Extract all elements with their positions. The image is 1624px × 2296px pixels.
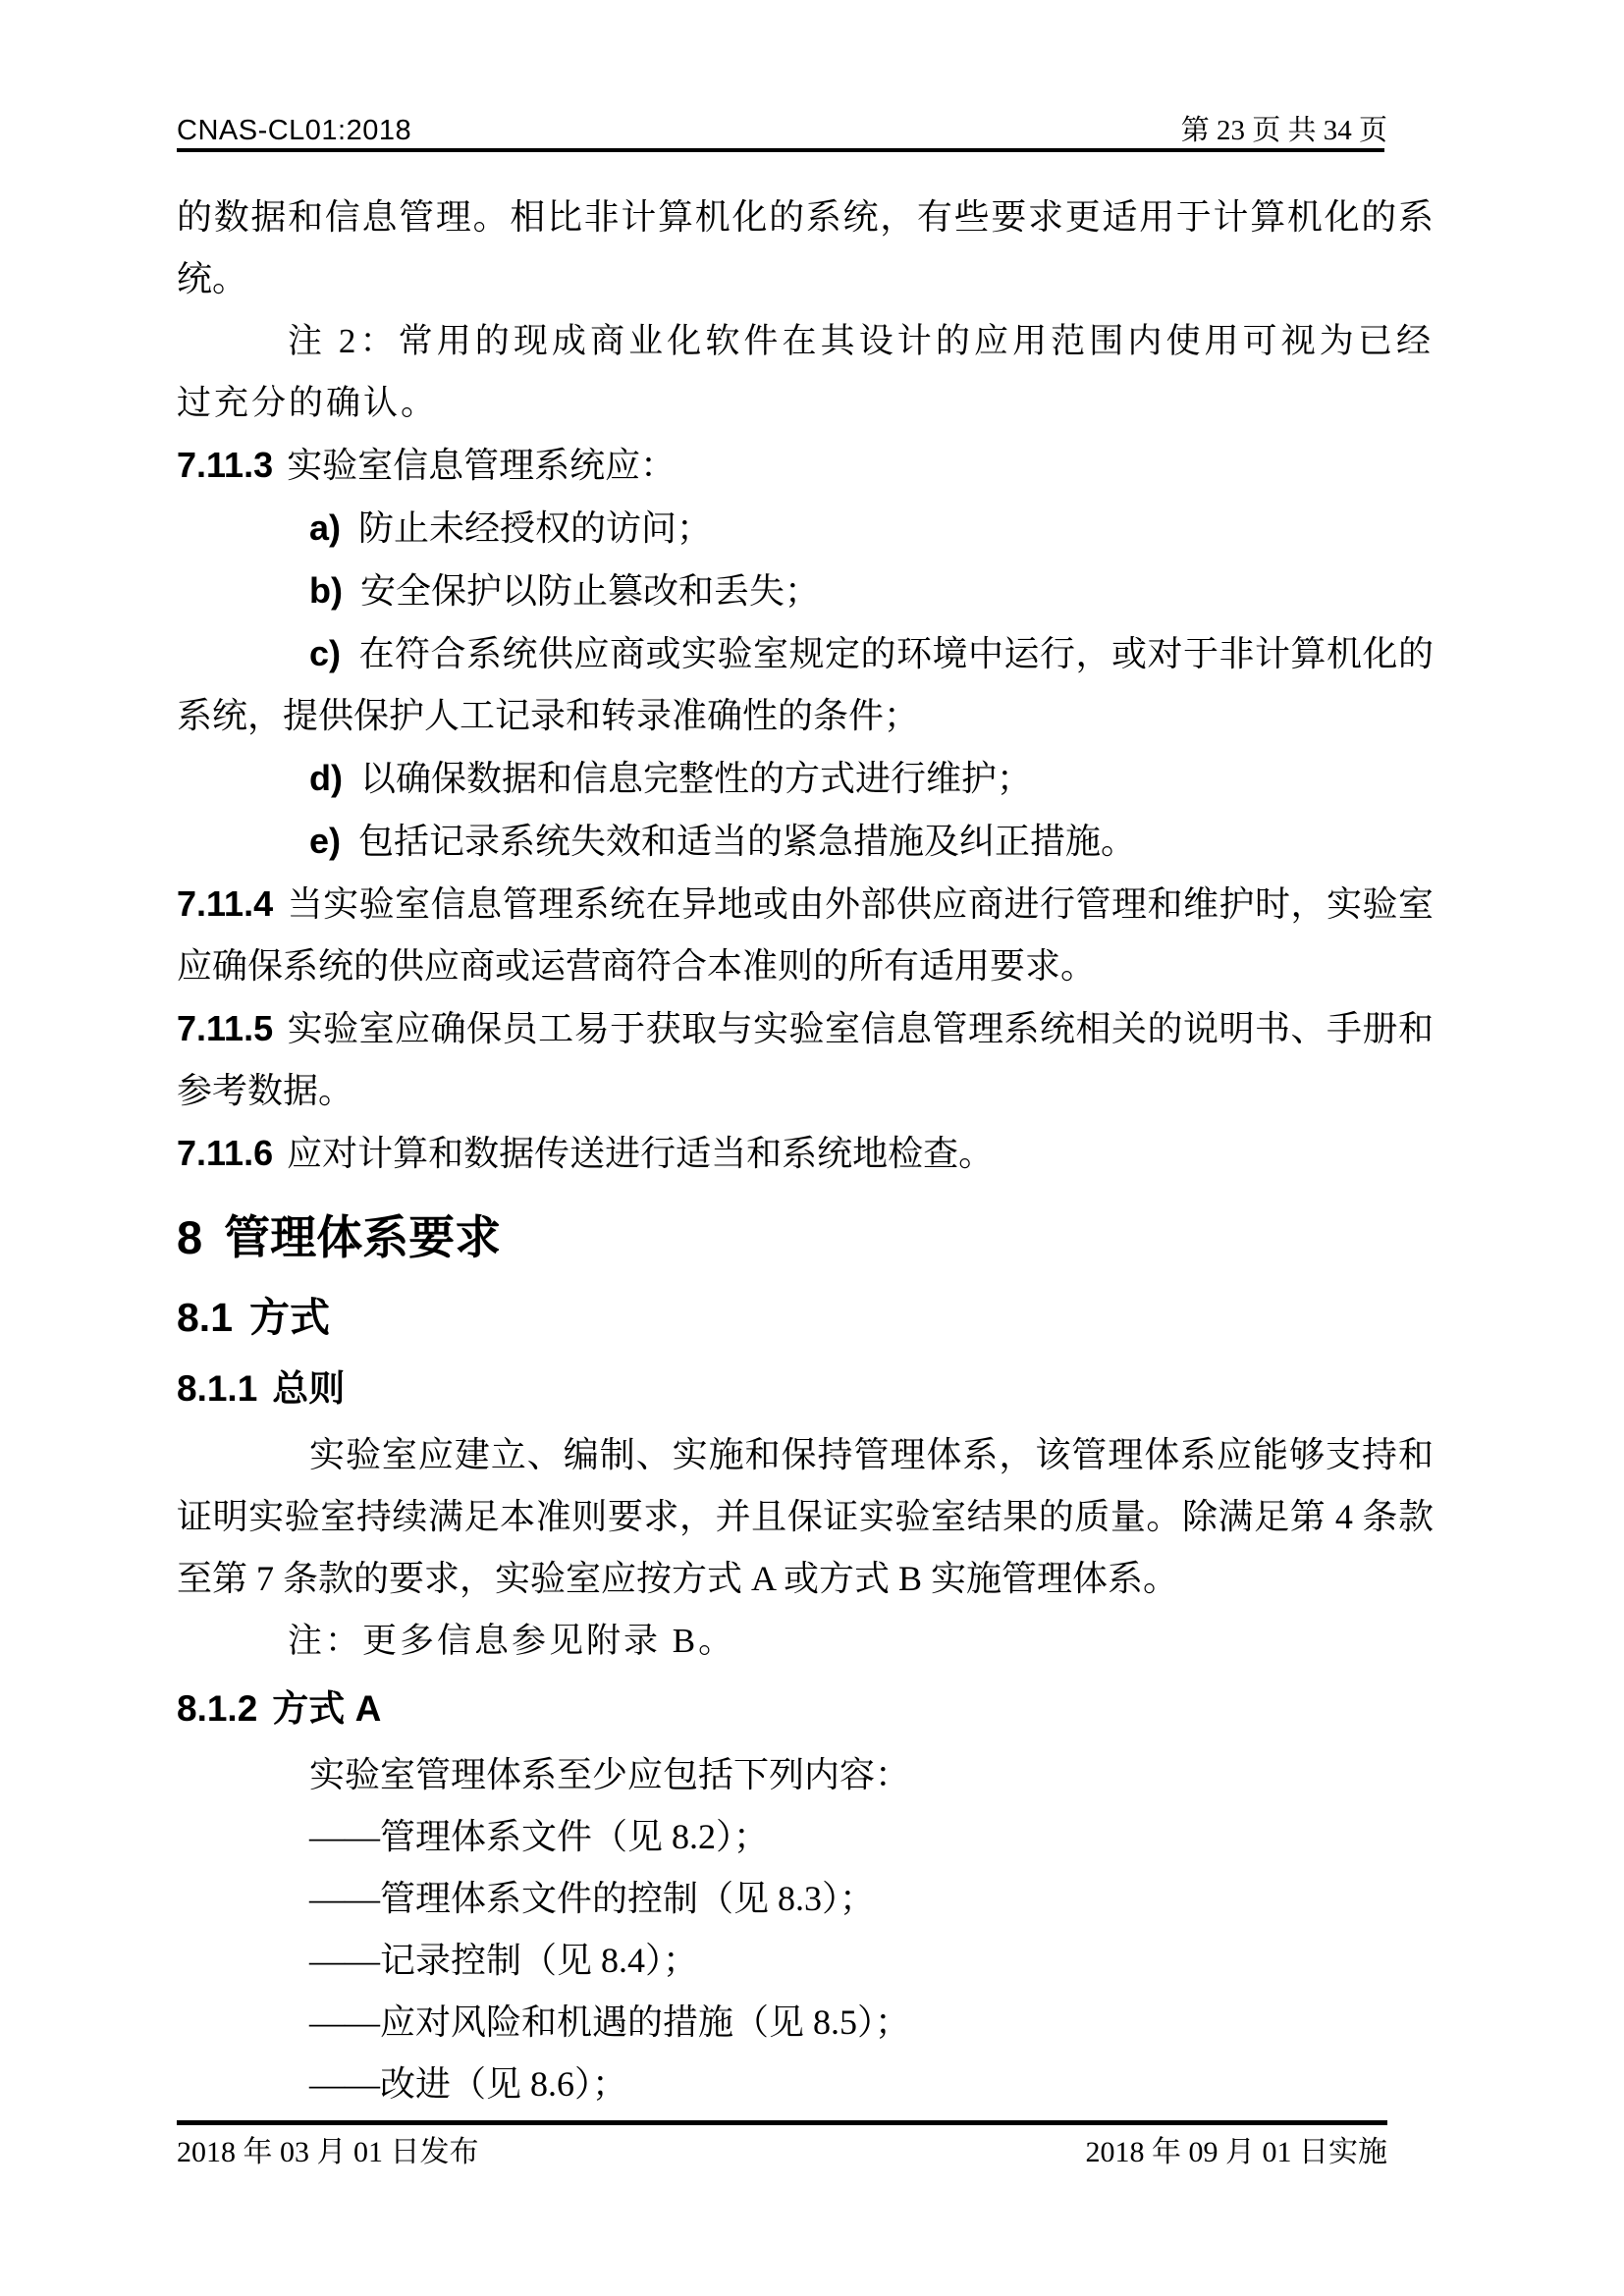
text-run: 管理体系要求	[224, 1211, 502, 1263]
text-run: 的数据和信息管理。相比非计算机化的系统，有些要求更适用于计算机化的系统。	[177, 197, 1434, 298]
text-run: 方式 A	[272, 1688, 382, 1729]
section-heading	[177, 1201, 1434, 1275]
note-paragraph	[177, 1610, 1434, 1672]
text-run: 在符合系统供应商或实验室规定的环境中运行，或对于非计算机化的系统，提供保护人工记录和转录准确性的条件；	[177, 634, 1434, 735]
page-header	[177, 108, 1387, 148]
note-paragraph	[177, 310, 1434, 434]
document-body	[177, 187, 1434, 2115]
dash-list-item	[177, 1806, 1434, 1868]
clause-number: 7.11.6	[177, 1133, 274, 1173]
list-item	[177, 622, 1434, 747]
implement-date: 2018 年 09 月 01 日实施	[1085, 2136, 1387, 2168]
text-run: 注 2：常用的现成商业化软件在其设计的应用范围内使用可视为已经过充分的确认。	[177, 322, 1434, 422]
body-paragraph	[177, 187, 1434, 310]
clause-number: d)	[309, 758, 343, 798]
clause-paragraph	[177, 1122, 1434, 1185]
clause-number: a)	[309, 507, 342, 548]
list-item	[177, 560, 1434, 622]
publish-date: 2018 年 03 月 01 日发布	[177, 2136, 479, 2168]
page-number: 第 23 页 共 34 页	[1180, 115, 1387, 146]
header-rule	[177, 148, 1384, 152]
page-footer	[177, 2132, 1387, 2173]
list-item	[177, 810, 1434, 873]
dash-list-item	[177, 1930, 1434, 1992]
dash-list-item	[177, 1868, 1434, 1930]
clause-number: 8.1.2	[177, 1688, 258, 1729]
list-item	[177, 497, 1434, 560]
doc-code: CNAS-CL01:2018	[177, 115, 412, 146]
clause-number: 7.11.3	[177, 445, 274, 485]
clause-number: e)	[309, 821, 342, 861]
dash-list-item	[177, 2054, 1434, 2115]
text-run: ——管理体系文件（见 8.2）；	[309, 1817, 770, 1856]
text-run: 总则	[272, 1368, 346, 1409]
clause-paragraph	[177, 434, 1434, 497]
body-paragraph	[177, 1424, 1434, 1610]
text-run: 以确保数据和信息完整性的方式进行维护；	[359, 759, 1032, 798]
text-run: ——管理体系文件的控制（见 8.3）；	[309, 1879, 876, 1918]
text-run: 实验室信息管理系统应：	[287, 446, 677, 485]
text-run: 实验室应确保员工易于获取与实验室信息管理系统相关的说明书、手册和参考数据。	[177, 1009, 1434, 1110]
subsubsection-heading	[177, 1678, 1434, 1740]
text-run: 当实验室信息管理系统在异地或由外部供应商进行管理和维护时，实验室应确保系统的供应商或运营商符合本准则的所有适用要求。	[177, 884, 1434, 986]
text-run: 包括记录系统失效和适当的紧急措施及纠正措施。	[358, 822, 1137, 861]
footer-rule	[177, 2120, 1387, 2125]
text-run: ——记录控制（见 8.4）；	[309, 1941, 699, 1980]
text-run: 方式	[249, 1295, 330, 1340]
clause-number: 8.1	[177, 1295, 233, 1340]
text-run: 应对计算和数据传送进行适当和系统地检查。	[287, 1134, 995, 1173]
text-run: 注：更多信息参见附录 B。	[288, 1622, 736, 1660]
clause-paragraph	[177, 997, 1434, 1122]
text-run: 实验室管理体系至少应包括下列内容：	[309, 1755, 911, 1794]
subsubsection-heading	[177, 1358, 1434, 1420]
text-run: 防止未经授权的访问；	[358, 508, 713, 548]
clause-number: b)	[309, 570, 343, 611]
text-run: ——改进（见 8.6）；	[309, 2064, 628, 2104]
text-run: 安全保护以防止篡改和丢失；	[359, 571, 820, 611]
list-item	[177, 747, 1434, 810]
clause-number: c)	[309, 633, 342, 673]
clause-number: 7.11.4	[177, 883, 274, 924]
subsection-heading	[177, 1283, 1434, 1352]
clause-paragraph	[177, 873, 1434, 997]
clause-number: 7.11.5	[177, 1008, 274, 1048]
text-run: 实验室应建立、编制、实施和保持管理体系，该管理体系应能够支持和证明实验室持续满足本准则要求，并且保证实验室结果的质量。除满足第 4 条款至第 7 条款的要求，实验室应按方式 A 或方式 B 实施管理体系。	[177, 1435, 1434, 1598]
dash-list-item	[177, 1992, 1434, 2054]
clause-number: 8	[177, 1211, 203, 1263]
text-run: ——应对风险和机遇的措施（见 8.5）；	[309, 2002, 911, 2042]
clause-number: 8.1.1	[177, 1368, 258, 1409]
body-paragraph	[177, 1744, 1434, 1806]
